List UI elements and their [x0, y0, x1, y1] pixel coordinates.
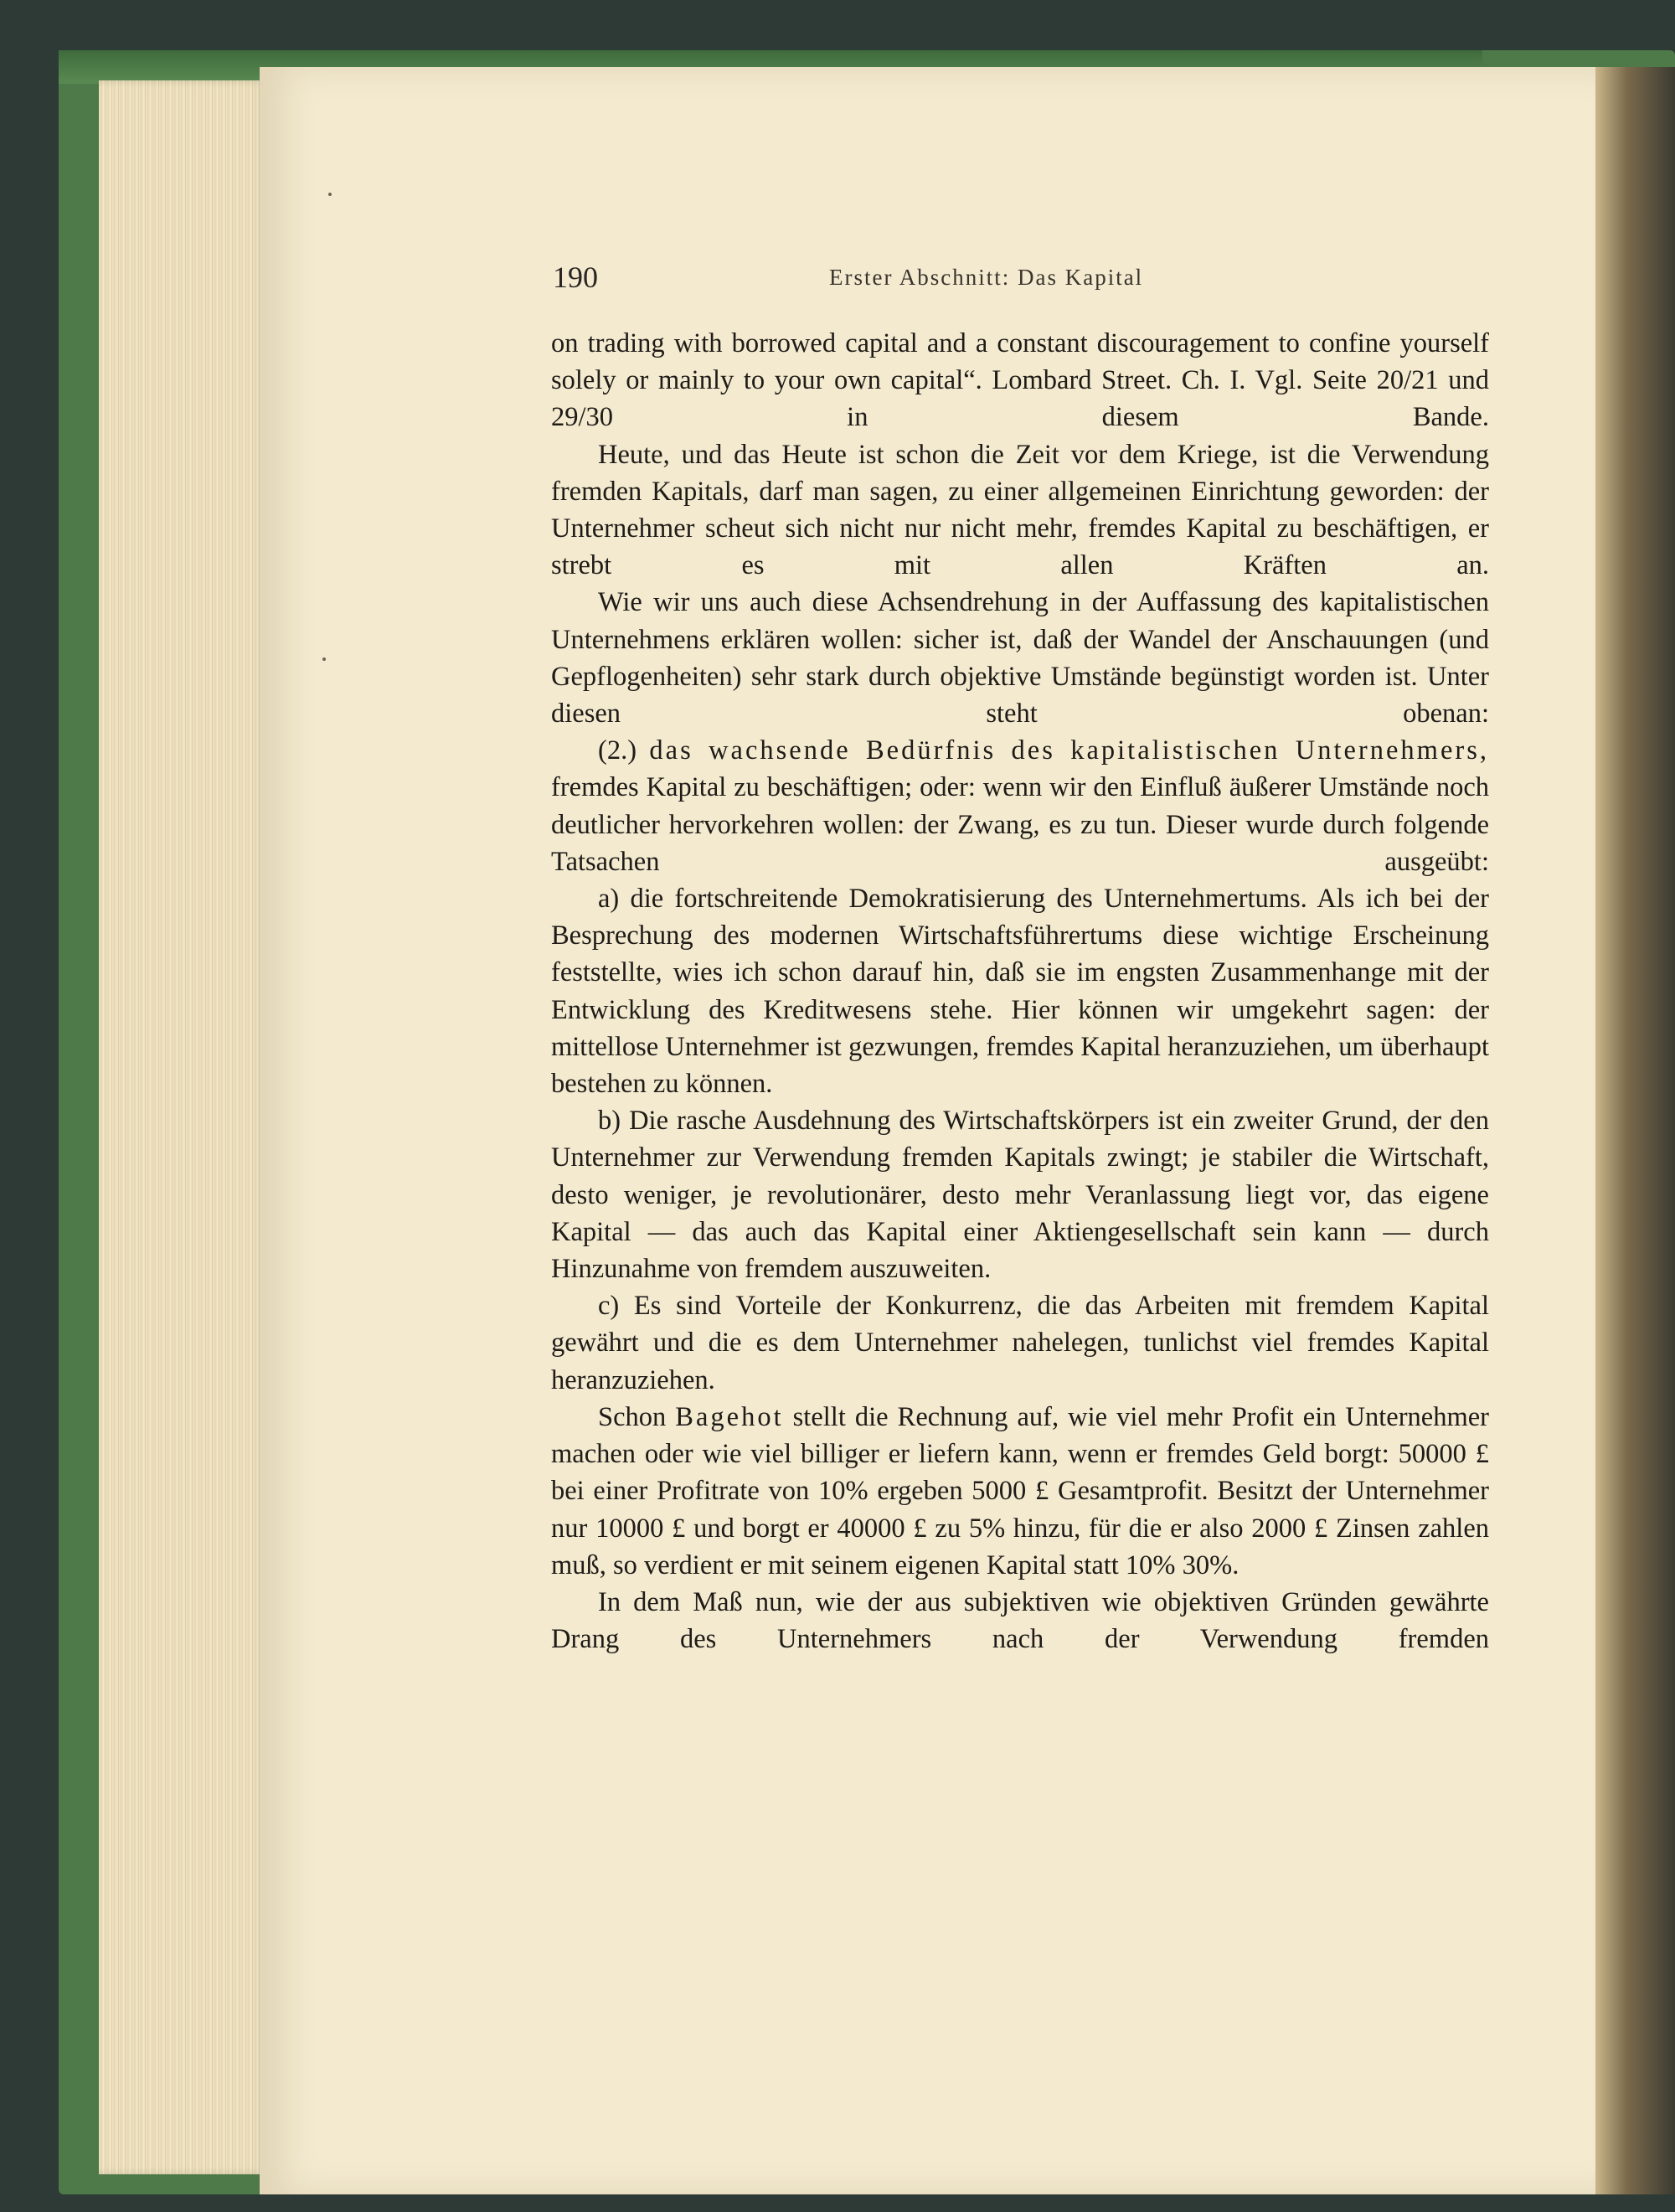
paragraph-heute: Heute, und das Heute ist schon die Zeit vor dem Kriege, ist die Verwendung fremden Kapitals, darf man sagen, zu einer allgemeinen Einrichtung geworden: der Unternehmer scheut sich nicht nur nicht mehr, fremdes Kapital zu beschäftigen, er strebt es mit allen Kräften an. [551, 439, 1489, 581]
running-head [553, 260, 1487, 310]
page-number: 190 [553, 260, 598, 294]
paragraph-masz: In dem Maß nun, wie der aus subjektiven wie objektiven Gründen gewährte Drang des Unternehmers nach der Verwendung fremden [551, 1586, 1489, 1655]
page-edges [99, 80, 266, 2174]
paragraph-achsendrehung: Wie wir uns auch diese Achsendrehung in der Auffassung des kapitalistischen Unternehmens erklären wollen: sicher ist, daß der Wandel der Anschauungen (und Gepflogenheiten) sehr stark durch objektive Umstände begünstigt worden ist. Unter diesen steht obenan: [551, 587, 1489, 730]
paragraph-item-a: a) die fortschreitende Demokratisierung des Unternehmertums. Als ich bei der Besprechung des modernen Wirtschaftsführertums diese wichtige Erscheinung feststellte, wies ich schon darauf hin, daß sie im engsten Zusammenhange mit der Entwicklung des Kreditwesens stehe. Hier können wir umgekehrt sagen: der mittellose Unternehmer ist gezwungen, fremdes Kapital heranzuziehen, um überhaupt bestehen zu können. [551, 884, 1489, 1100]
paragraph-bagehot [551, 1399, 1489, 1584]
paragraph-rest: fremdes Kapital zu beschäftigen; oder: wenn wir den Einfluß äußerer Umstände noch deutlicher hervorkehren wollen: der Zwang, es zu tun. Dieser wurde durch folgende Tatsachen ausgeübt: [551, 772, 1489, 877]
paragraph-prefix: Schon [598, 1401, 676, 1432]
paragraph-item-c: c) Es sind Vorteile der Konkurrenz, die das Arbeiten mit fremdem Kapital gewährt und die es dem Unternehmer nahelegen, tunlichst viel fremdes Kapital heranzuziehen. [551, 1291, 1489, 1395]
page-speck [328, 193, 332, 196]
paragraph-prefix: (2.) [598, 735, 650, 766]
body-text [551, 325, 1489, 1658]
paragraph-continuation: on trading with borrowed capital and a constant discouragement to confine yourself solely or mainly to your own capital“. Lombard Street. Ch. I. Vgl. Seite 20/21 und 29/30 in diesem Bande. [551, 328, 1489, 433]
emphasis-text: das wachsende Bedürfnis des kapitalistischen Unternehmers, [649, 735, 1489, 766]
paragraph-rest: stellt die Rechnung auf, wie viel mehr Profit ein Unternehmer machen oder wie viel billiger er liefern kann, wenn er fremdes Geld borgt: 50000 £ bei einer Profitrate von 10% ergeben 5000 £ Gesamtprofit. Besitzt der Unternehmer nur 10000 £ und borgt er 40000 £ zu 5% hinzu, für die er also 2000 £ Zinsen zahlen muß, so verdient er mit seinem eigenen Kapital statt 10% 30%. [551, 1401, 1489, 1580]
paragraph-beduerfnis [551, 732, 1489, 880]
page-gutter [1595, 67, 1675, 2194]
page-speck [322, 657, 326, 661]
paragraph-item-b: b) Die rasche Ausdehnung des Wirtschaftskörpers ist ein zweiter Grund, der den Unternehmer zur Verwendung fremden Kapitals zwingt; je stabiler die Wirtschaft, desto weniger, je revolutionärer, desto mehr Veranlassung liegt vor, das eigene Kapital — das auch das Kapital einer Aktiengesellschaft sein kann — durch Hinzunahme von fremdem auszuweiten. [551, 1106, 1489, 1285]
emphasis-name: Bagehot [675, 1401, 784, 1432]
chapter-title: Erster Abschnitt: Das Kapital [829, 265, 1144, 290]
